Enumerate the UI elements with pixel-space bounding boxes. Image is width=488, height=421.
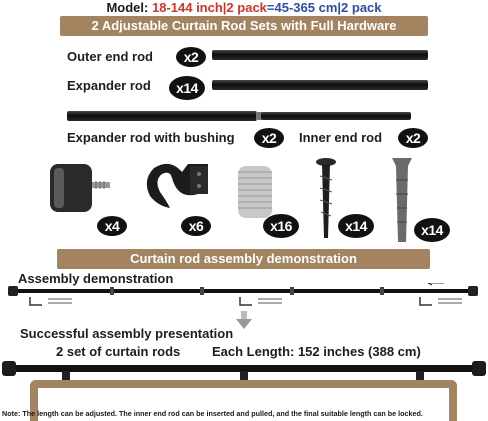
anchor-qty: x14 — [414, 218, 450, 242]
expander-rod — [212, 80, 428, 90]
inner-end-rod-label: Inner end rod — [299, 130, 383, 145]
presentation-title: Successful assembly presentation — [20, 326, 234, 341]
model-line — [0, 0, 488, 16]
spring-icon — [238, 166, 272, 218]
hardware-banner: 2 Adjustable Curtain Rod Sets with Full Hardware — [60, 16, 428, 36]
inner-end-rod — [261, 112, 411, 120]
expander-bushing-rod — [67, 111, 257, 121]
screw-icon — [316, 158, 336, 238]
model-label: Model: — [106, 0, 149, 15]
model-eq: = — [266, 0, 275, 15]
presentation-sets: 2 set of curtain rods — [56, 344, 181, 359]
assembly-banner: Curtain rod assembly demonstration — [57, 249, 430, 269]
outer-end-rod-qty: x2 — [176, 47, 206, 67]
assembly-demo-rod — [0, 283, 488, 313]
expander-rod-label: Expander rod — [67, 78, 151, 93]
bracket-qty: x6 — [181, 216, 211, 236]
arrow-down-icon — [236, 311, 252, 329]
presentation-length: Each Length: 152 inches (388 cm) — [212, 344, 421, 359]
expander-bushing-label: Expander rod with bushing — [67, 130, 235, 145]
anchor-icon — [392, 158, 412, 242]
inner-end-rod-qty: x2 — [398, 128, 428, 148]
finial-icon — [50, 164, 110, 212]
bracket-icon — [147, 164, 208, 208]
expander-rod-qty: x14 — [169, 76, 205, 100]
expander-bushing-qty: x2 — [254, 128, 284, 148]
outer-end-rod-label: Outer end rod — [67, 49, 153, 64]
model-inch-range: 18-144 inch|2 pack — [151, 0, 267, 15]
model-cm-range: 45-365 cm|2 pack — [274, 0, 382, 15]
spring-qty: x16 — [263, 214, 299, 238]
screw-qty: x14 — [338, 214, 374, 238]
outer-end-rod — [212, 50, 428, 60]
assembly-demo-label: Assembly demonstration — [18, 271, 174, 286]
adjustment-note: Note: The length can be adjusted. The inner end rod can be inserted and pulled, and the final suitable length can be locked. — [2, 409, 423, 418]
finial-qty: x4 — [97, 216, 127, 236]
